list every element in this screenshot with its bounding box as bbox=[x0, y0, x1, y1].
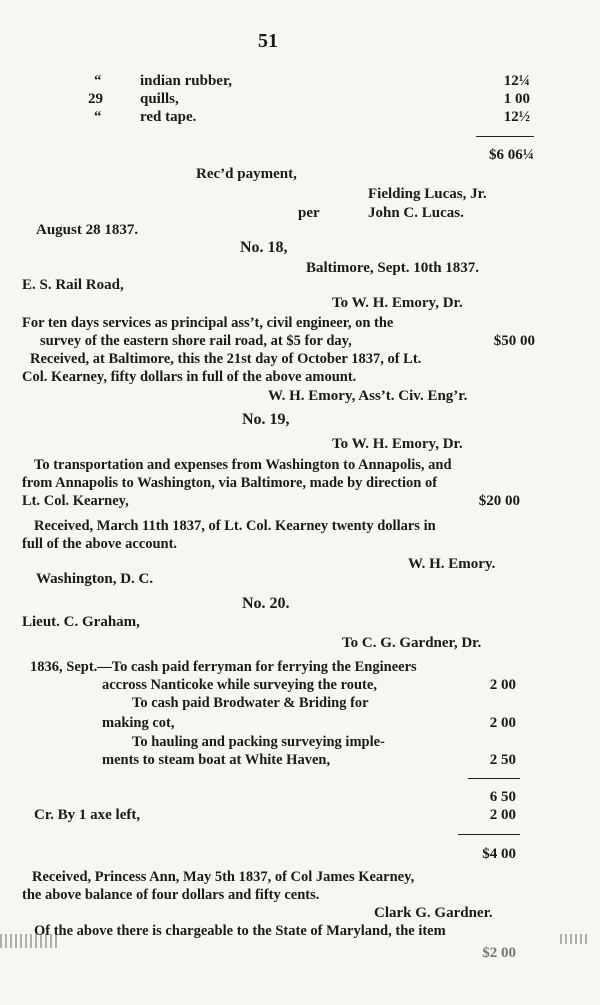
receipt-date: August 28 1837. bbox=[36, 222, 139, 238]
receipt-signer: Fielding Lucas, Jr. bbox=[368, 186, 487, 202]
item-amount: 12½ bbox=[503, 109, 530, 125]
voucher-amount: $50 00 bbox=[493, 333, 535, 349]
voucher-line: Lt. Col. Kearney, bbox=[22, 493, 129, 509]
voucher-number: No. 19, bbox=[242, 411, 290, 428]
entry-line: To cash paid Brodwater & Briding for bbox=[132, 695, 369, 711]
sum-rule bbox=[468, 778, 520, 779]
voucher-receipt: Received, March 11th 1837, of Lt. Col. Kearney twenty dollars in bbox=[34, 518, 436, 534]
item-amount: 1 00 bbox=[503, 91, 530, 107]
entry-line: accross Nanticoke while surveying the route, bbox=[102, 677, 377, 693]
voucher-payee: To C. G. Gardner, Dr. bbox=[342, 635, 482, 651]
entry-amount: 2 00 bbox=[489, 677, 516, 693]
voucher-receipt: Received, at Baltimore, this the 21st day of October 1837, of Lt. bbox=[30, 351, 422, 367]
scan-artifact bbox=[0, 934, 60, 948]
scan-artifact bbox=[560, 934, 590, 944]
voucher-line: from Annapolis to Washington, via Baltimore, made by direction of bbox=[22, 475, 438, 491]
voucher-signer: Clark G. Gardner. bbox=[374, 905, 493, 921]
voucher-payee: To W. H. Emory, Dr. bbox=[332, 295, 463, 311]
voucher-subtotal: 6 50 bbox=[489, 789, 516, 805]
item-qty: “ bbox=[94, 109, 102, 125]
top-total: $6 06¼ bbox=[489, 147, 534, 163]
item-qty: “ bbox=[94, 73, 102, 89]
voucher-receipt: Received, Princess Ann, May 5th 1837, of Col James Kearney, bbox=[32, 869, 415, 885]
entry-line: 1836, Sept.—To cash paid ferryman for ferrying the Engineers bbox=[30, 659, 417, 675]
item-name: indian rubber, bbox=[140, 73, 232, 89]
sum-rule bbox=[476, 136, 534, 137]
voucher-payee: To W. H. Emory, Dr. bbox=[332, 436, 463, 452]
voucher-line: survey of the eastern shore rail road, at $5 for day, bbox=[40, 333, 352, 349]
item-name: quills, bbox=[140, 91, 179, 107]
page-number: 51 bbox=[258, 30, 278, 52]
voucher-signer: W. H. Emory, Ass’t. Civ. Eng’r. bbox=[268, 388, 468, 404]
sum-rule bbox=[458, 834, 520, 835]
item-amount: 12¼ bbox=[503, 73, 530, 89]
voucher-receipt: the above balance of four dollars and fifty cents. bbox=[22, 887, 320, 903]
voucher-total: $4 00 bbox=[482, 846, 516, 862]
item-qty: 29 bbox=[88, 91, 103, 107]
entry-amount: 2 50 bbox=[489, 752, 516, 768]
receipt-label: Rec’d payment, bbox=[196, 166, 297, 182]
entry-line: To hauling and packing surveying imple- bbox=[132, 734, 385, 750]
voucher-line: For ten days services as principal ass’t, civil engineer, on the bbox=[22, 315, 394, 331]
voucher-payer: E. S. Rail Road, bbox=[22, 277, 124, 293]
credit-amount: 2 00 bbox=[489, 807, 516, 823]
voucher-payer: Lieut. C. Graham, bbox=[22, 614, 140, 630]
footer-line: Of the above there is chargeable to the State of Maryland, the item bbox=[34, 923, 446, 939]
receipt-agent: John C. Lucas. bbox=[368, 205, 464, 221]
voucher-line: To transportation and expenses from Washington to Annapolis, and bbox=[34, 457, 452, 473]
voucher-number: No. 20. bbox=[242, 595, 290, 612]
credit-label: Cr. By 1 axe left, bbox=[34, 807, 141, 823]
footer-amount: $2 00 bbox=[482, 945, 516, 961]
entry-line: making cot, bbox=[102, 715, 175, 731]
voucher-number: No. 18, bbox=[240, 239, 288, 256]
voucher-signer: W. H. Emory. bbox=[408, 556, 496, 572]
voucher-receipt: full of the above account. bbox=[22, 536, 178, 552]
voucher-receipt: Col. Kearney, fifty dollars in full of the above amount. bbox=[22, 369, 357, 385]
entry-line: ments to steam boat at White Haven, bbox=[102, 752, 331, 768]
receipt-per: per bbox=[298, 205, 320, 221]
entry-amount: 2 00 bbox=[489, 715, 516, 731]
voucher-place-date: Baltimore, Sept. 10th 1837. bbox=[306, 260, 480, 276]
item-name: red tape. bbox=[140, 109, 197, 125]
voucher-amount: $20 00 bbox=[478, 493, 520, 509]
voucher-place: Washington, D. C. bbox=[36, 571, 154, 587]
